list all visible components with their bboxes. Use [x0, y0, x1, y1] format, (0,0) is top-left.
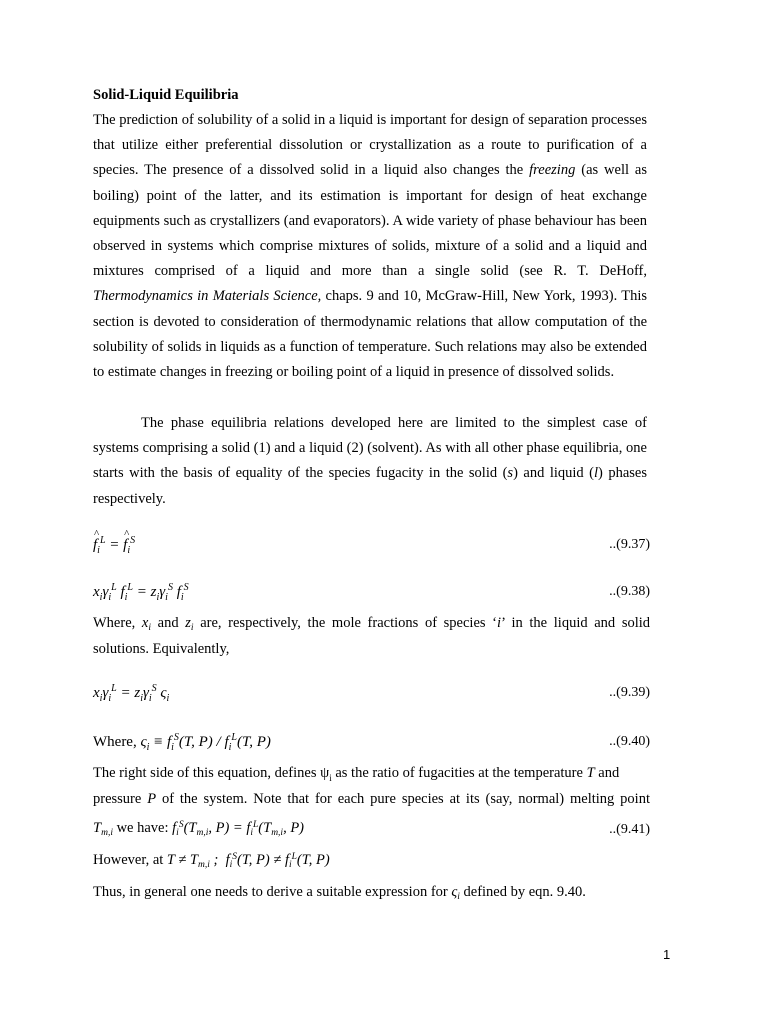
equation-9-40-line: [93, 732, 271, 753]
equation-9-41-line: [93, 813, 304, 846]
thus-text-1: Thus, in general one needs to derive a suitable expression for: [93, 884, 452, 900]
equation-9-41-math: $f_i^S(T_{m,i}$, $P) = f_i^L(T_{m,i}$, P): [172, 820, 304, 838]
where-line-2: solutions. Equivalently,: [93, 641, 230, 657]
para1-text-3: chaps. 9 and 10, McGraw-Hill, New York, 1993). This section is devoted to consideration of thermodynamic relations that allow computation of the solubility of solids in liquids as a function of temperature. Such relations may also be extended to estimate changes in freezing or boiling point of a liquid in presence of dissolved solids.: [93, 288, 647, 381]
rightside-text-4: pressure: [93, 791, 148, 807]
page-number: 1: [663, 947, 671, 962]
equation-9-40: [93, 729, 650, 755]
equation-number-9-37: ..(9.37): [609, 537, 650, 552]
equation-number-9-41: ..(9.41): [609, 822, 650, 837]
para2-l: l: [593, 465, 598, 482]
para1-freezing: freezing: [529, 162, 576, 179]
rightside-text-5: of the system. Note that for each pure species at its (say, normal) melting point: [156, 791, 650, 807]
rightside-line-2: [93, 787, 650, 812]
however-line: [93, 845, 650, 878]
para2-s: s: [507, 465, 514, 482]
thus-text-2: defined by eqn. 9.40.: [459, 884, 586, 900]
however-prefix: However, at: [93, 852, 167, 868]
equation-9-39-math: $x_i\gamma_i^L = z_i\gamma_i^S$ $\varsigma_i$: [93, 682, 170, 704]
equation-9-38-math: $x_i\gamma_i^L$ $f_i^L = z_i\gamma_i^S$ $f_i^S$: [93, 581, 189, 603]
psi-subscript: i: [329, 772, 332, 783]
section-heading: Solid-Liquid Equilibria: [93, 87, 239, 103]
T-m-i-symbol: $T_{m,i}$: [93, 820, 113, 838]
para2-text-3: ) phases respectively.: [93, 465, 647, 507]
rightside-P: P: [147, 791, 157, 807]
where-rest: are, respectively, the mole fractions of species ‘: [193, 615, 498, 631]
where-prefix: Where,: [93, 615, 142, 631]
equation-9-39: [93, 680, 650, 706]
para1-book-title: Thermodynamics in Materials Science,: [93, 288, 322, 305]
where-rest-2: ’ in the liquid and solid: [501, 615, 651, 631]
equation-9-37: [93, 532, 650, 558]
para1-text-1: The prediction of solubility of a solid in a liquid is important for design of separation processes that utilize either preferential dissolution or crystallization as a route to purification of a species. The presence of a dissolved solid in a liquid also changes the: [93, 112, 647, 179]
para2-text-1: The phase equilibria relations developed here are limited to the simplest case of systems comprising a solid (1) and a liquid (2) (solvent). As with all other phase equilibria, one starts with the basis of equality of the species fugacity in the solid (: [93, 415, 647, 482]
where-i: i: [497, 615, 502, 631]
equation-9-38: [93, 579, 650, 605]
equation-number-9-39: ..(9.39): [609, 685, 650, 700]
x-i-symbol: $x_i$: [141, 615, 151, 633]
equation-9-41: [93, 813, 650, 846]
equation-9-37-math: ^ $f_i^L$ = ^ $f_i^S$: [93, 535, 135, 556]
para2-text-2: ) and liquid (: [513, 465, 594, 482]
rightside-T: T: [586, 765, 595, 781]
equation-9-40-math: $\varsigma_i \equiv f_i^S(T$, $P) / f_i^L(T$, P): [140, 731, 271, 753]
rightside-text-3: and: [594, 765, 620, 781]
where2-prefix: Where,: [93, 733, 141, 750]
thus-line: [93, 880, 650, 910]
phase-paragraph: [93, 411, 647, 512]
rightside-text-2: as the ratio of fugacities at the temperature: [331, 765, 587, 781]
intro-paragraph: [93, 108, 647, 385]
rightside-text-1: The right side of this equation, defines ψ: [93, 765, 330, 781]
para1-text-2: (as well as boiling) point of the latter, and its estimation is important for design of heat exchange equipments such as crystallizers (and evaporators). A wide variety of phase behaviour has been observed in systems which comprise mixtures of solids, mixture of a solid and a liquid and mixtures comprised of a liquid and more than a single solid (see R. T. DeHoff,: [93, 162, 648, 280]
where-and: and: [151, 615, 186, 631]
equation-number-9-38: ..(9.38): [609, 584, 650, 599]
sigma-i-symbol: $\varsigma_i$: [451, 884, 460, 902]
z-i-symbol: $z_i$: [185, 615, 194, 633]
equation-number-9-40: ..(9.40): [609, 734, 650, 749]
rightside-text-6: we have:: [112, 820, 173, 836]
however-math: $T \ne T_{m,i}$ ; $f_i^S(T$, $P) \ne f_i^L(T$, P): [166, 852, 330, 870]
